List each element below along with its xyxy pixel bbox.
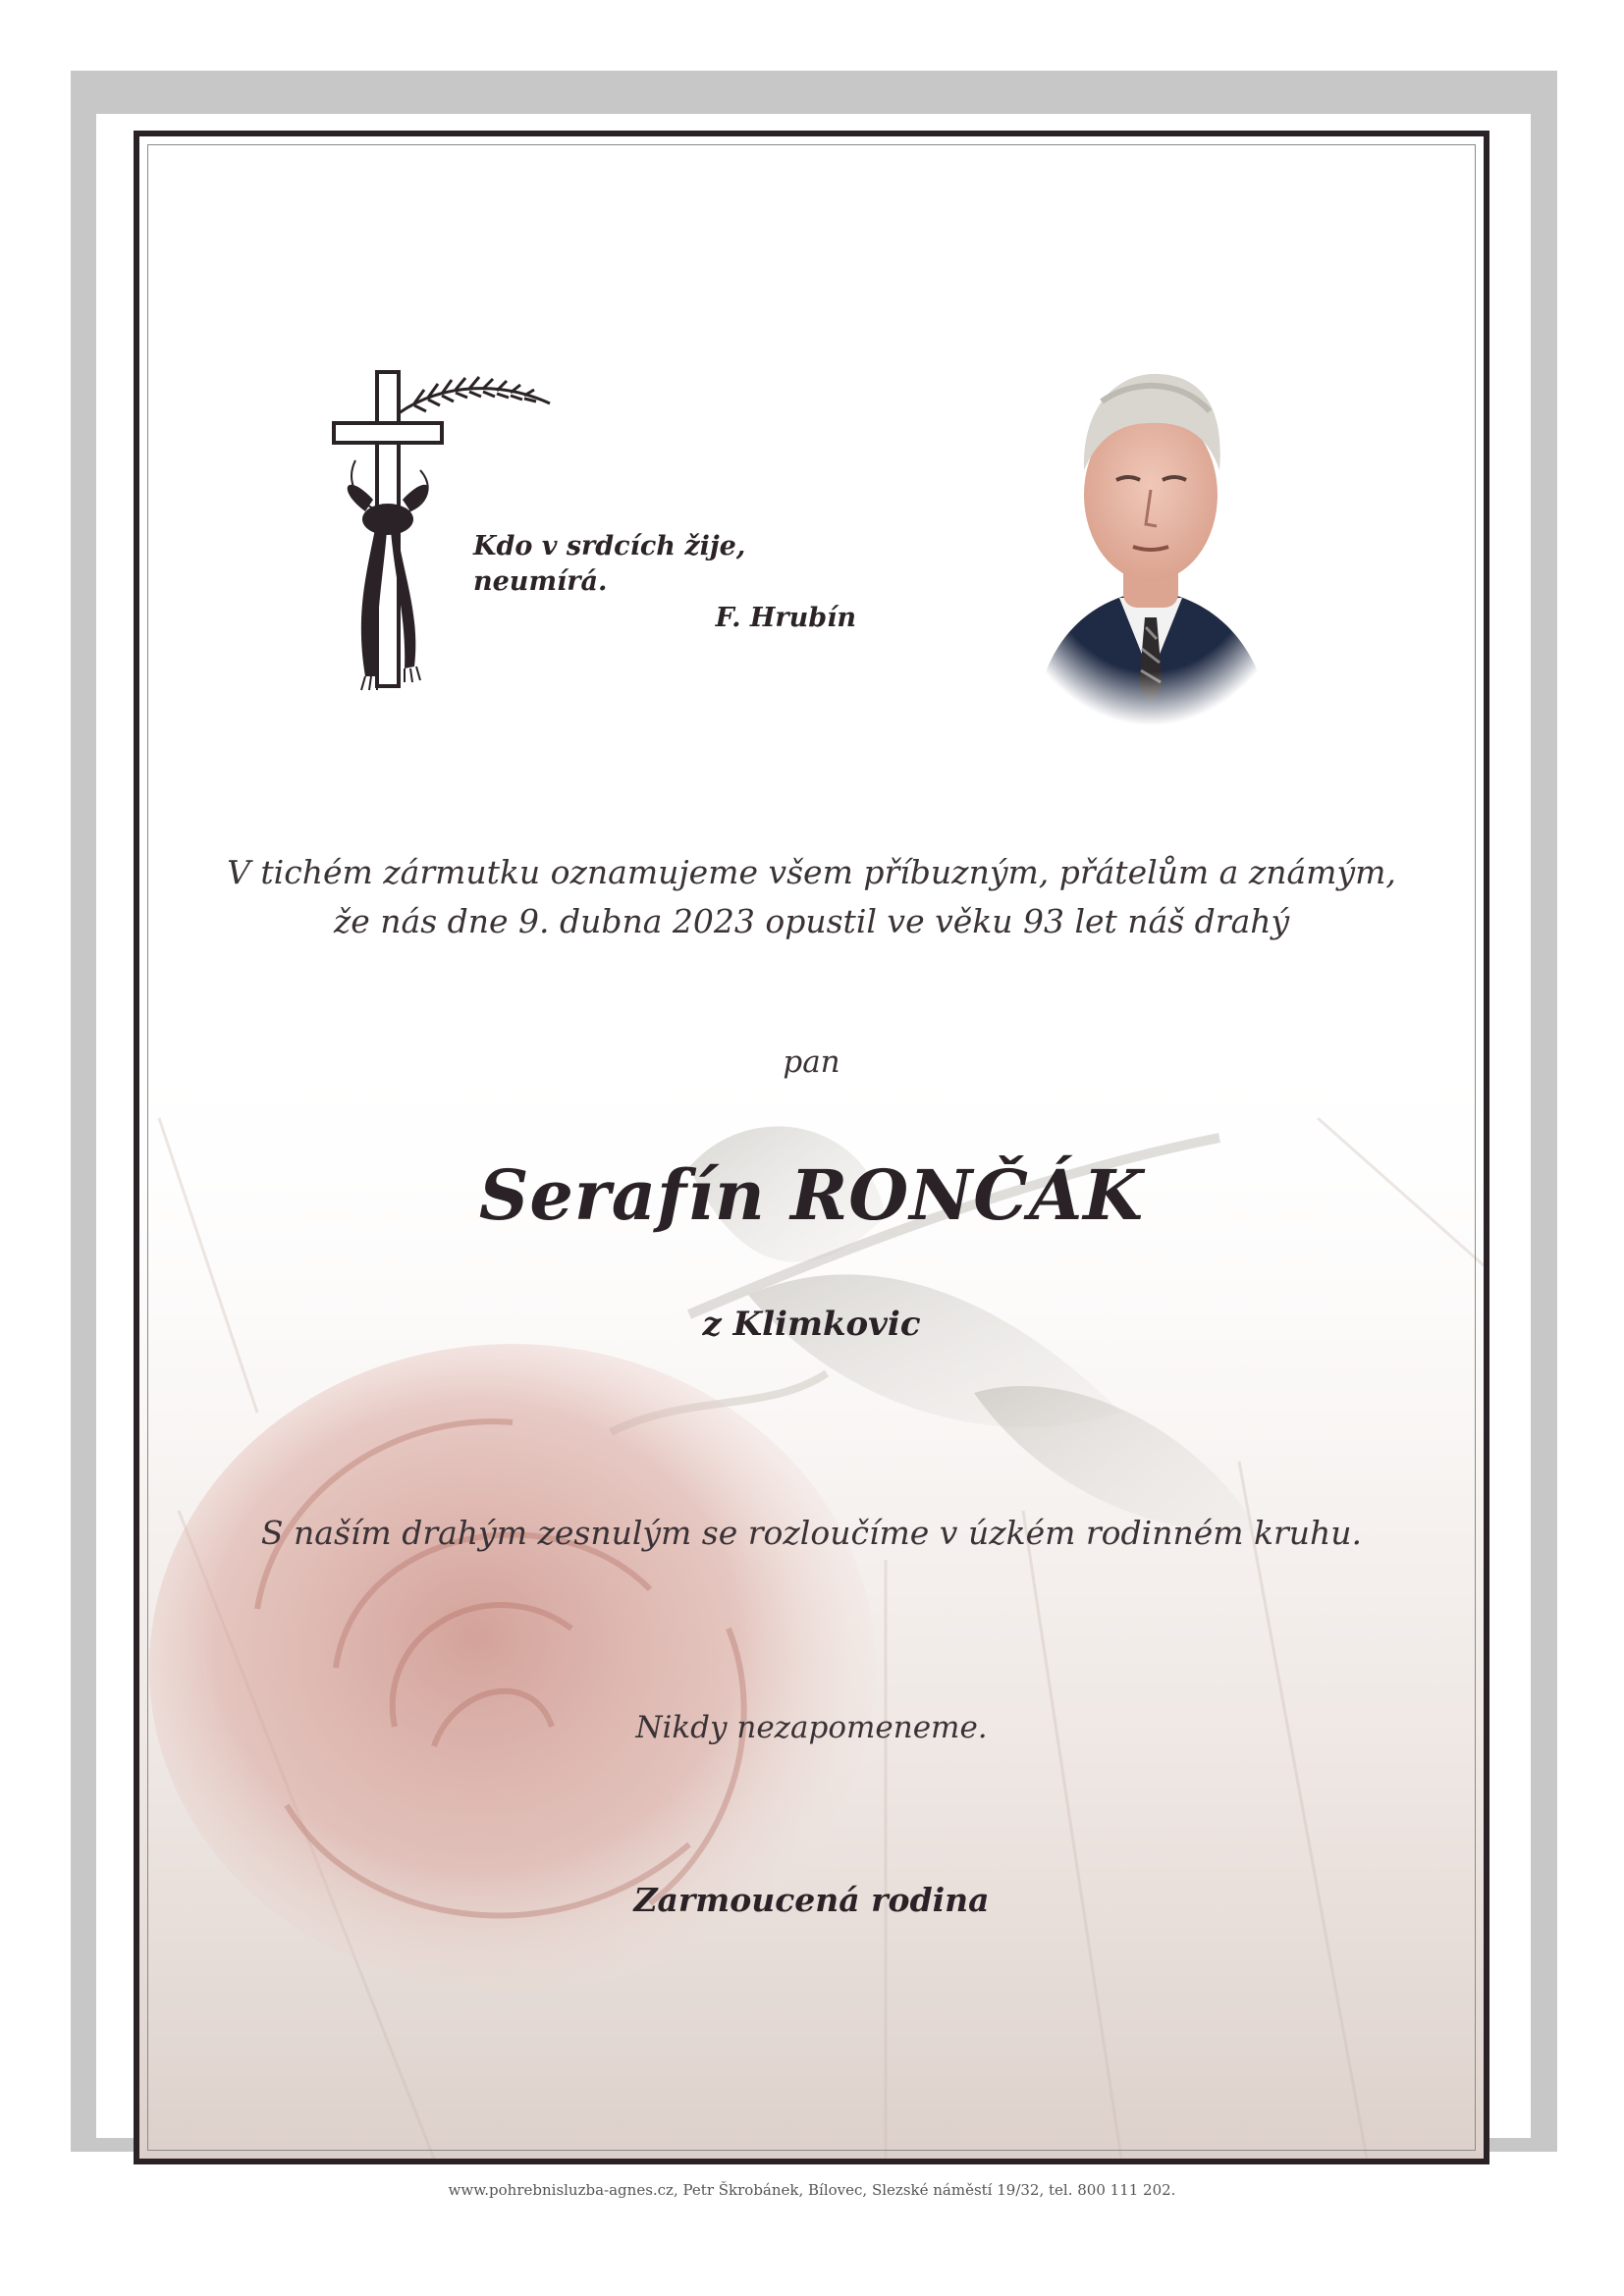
motto-quote bbox=[473, 529, 866, 636]
deceased-name: Serafín RONČÁK bbox=[478, 1154, 1145, 1236]
portrait-photo bbox=[1003, 333, 1298, 725]
remembrance-text: Nikdy nezapomeneme. bbox=[635, 1710, 988, 1745]
ceremony-text: S naším drahým zesnulým se rozloučíme v úzkém rodinném kruhu. bbox=[260, 1514, 1363, 1552]
family-signature: Zarmoucená rodina bbox=[633, 1881, 990, 1919]
honorific-title: pan bbox=[783, 1044, 840, 1080]
announcement-line-2: že nás dne 9. dubna 2023 opustil ve věku 93 let náš drahý bbox=[333, 901, 1290, 940]
obituary-card bbox=[134, 131, 1489, 2164]
footer-contact: www.pohrebnisluzba-agnes.cz, Petr Škrobánek, Bílovec, Slezské náměstí 19/32, tel. 800 111 202. bbox=[448, 2181, 1176, 2199]
announcement-text bbox=[139, 848, 1484, 945]
motto-text: Kdo v srdcích žije, neumírá. bbox=[473, 531, 746, 598]
motto-author: F. Hrubín bbox=[715, 602, 856, 633]
announcement-line-1: V tichém zármutku oznamujeme všem příbuzným, přátelům a známým, bbox=[227, 853, 1396, 891]
deceased-origin: z Klimkovic bbox=[702, 1305, 921, 1344]
